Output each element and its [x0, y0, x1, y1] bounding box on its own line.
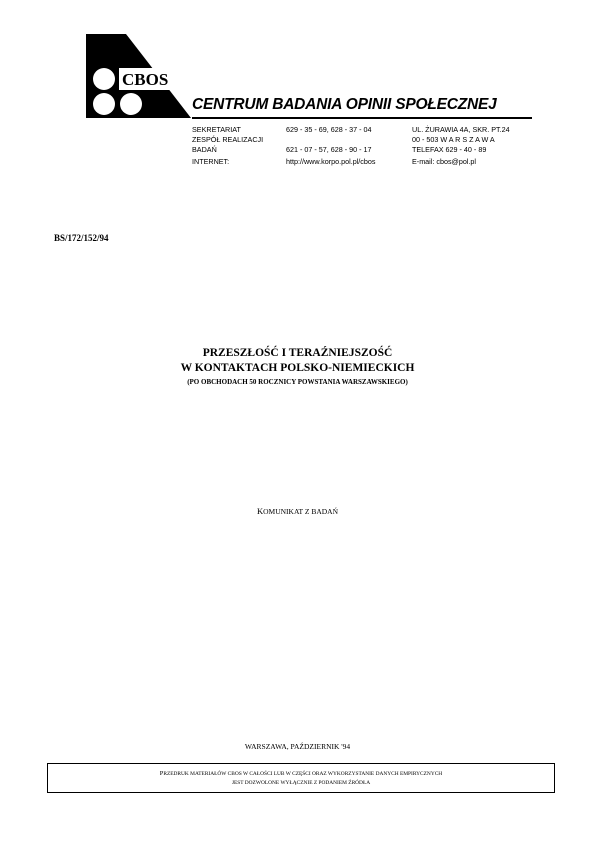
report-type [0, 506, 595, 516]
contact-label: ZESPÓŁ REALIZACJI [192, 135, 264, 144]
reference-number: BS/172/152/94 [54, 233, 109, 243]
document-title-line1: PRZESZŁOŚĆ I TERAŹNIEJSZOŚĆ [202, 347, 393, 359]
document-subtitle: (PO OBCHODACH 50 ROCZNICY POWSTANIA WARSZAWSKIEGO) [187, 378, 408, 386]
contact-label: BADAŃ [192, 145, 217, 154]
document-title-line2: W KONTAKTACH POLSKO-NIEMIECKICH [180, 362, 415, 374]
contact-label: INTERNET: [192, 157, 230, 166]
logo-text: CBOS [122, 70, 169, 89]
report-type-initial: K [256, 506, 264, 516]
notice-line2: JEST DOZWOLONE WYŁĄCZNIE Z PODANIEM ŹRÓDŁA [231, 780, 371, 786]
copyright-notice [47, 763, 555, 793]
contact-address[interactable]: E-mail: cbos@pol.pl [412, 157, 477, 166]
contact-address: UL. ŻURAWIA 4A, SKR. PT.24 [412, 125, 510, 134]
notice-initial: P [159, 770, 164, 777]
cbos-logo [86, 34, 191, 118]
contact-phone[interactable]: http://www.korpo.pol.pl/cbos [286, 157, 376, 166]
contact-phone: 621 - 07 - 57, 628 - 90 - 17 [286, 145, 372, 154]
org-title: CENTRUM BADANIA OPINII SPOŁECZNEJ [192, 96, 497, 113]
report-type-rest: OMUNIKAT Z BADAŃ [263, 507, 338, 516]
contact-address: TELEFAX 629 - 40 - 89 [412, 145, 487, 154]
place-date: WARSZAWA, PAŹDZIERNIK '94 [244, 742, 351, 751]
contact-phone: 629 - 35 - 69, 628 - 37 - 04 [286, 125, 372, 134]
header-rule [192, 117, 532, 119]
notice-line1-text: RZEDRUK MATERIAŁÓW CBOS W CAŁOŚCI LUB W CZĘŚCI ORAZ WYKORZYSTANIE DANYCH EMPIRYCZNYCH [163, 771, 443, 777]
contact-address: 00 - 503 W A R S Z A W A [412, 135, 495, 144]
notice-line1 [48, 770, 554, 777]
contact-label: SEKRETARIAT [192, 125, 241, 134]
